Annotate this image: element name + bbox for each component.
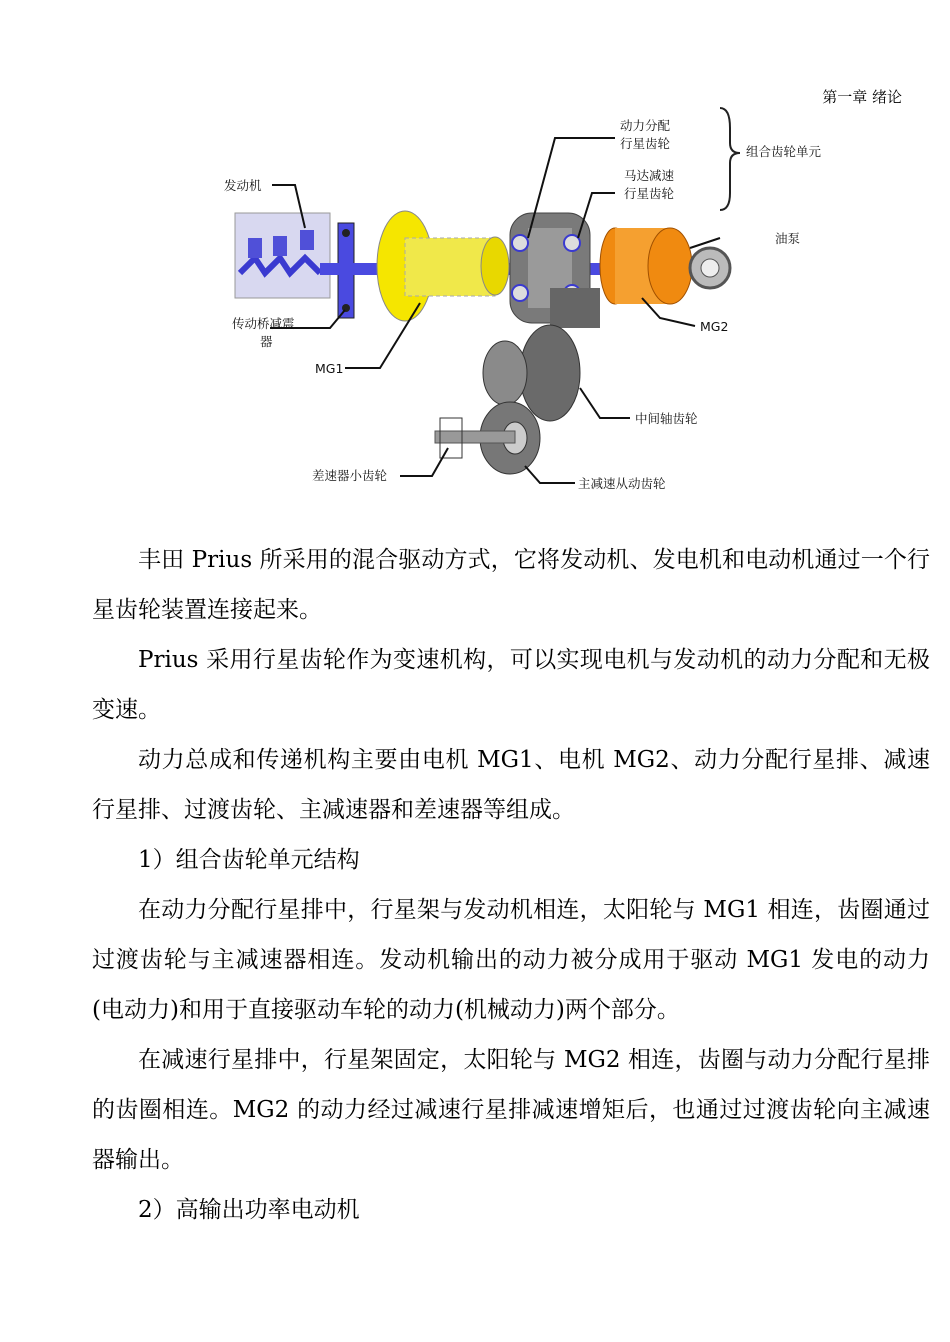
paragraph: 在减速行星排中，行星架固定，太阳轮与 MG2 相连，齿圈与动力分配行星排的齿圈相连。MG2 的动力经过减速行星排减速增矩后，也通过过渡齿轮向主减速器输出。	[92, 1047, 930, 1173]
label-diff-pinion: 差速器小齿轮	[312, 468, 388, 483]
label-damper-2: 器	[260, 334, 273, 349]
oil-pump	[690, 248, 730, 288]
label-final-driven: 主减速从动齿轮	[578, 476, 666, 491]
gear-unit-diagram	[210, 98, 822, 498]
paragraph: 丰田 Prius 所采用的混合驱动方式，它将发动机、发电机和电动机通过一个行星齿轮装置连接起来。	[92, 547, 930, 623]
label-motor-reduction-2: 行星齿轮	[624, 186, 675, 201]
mg1-rotor	[377, 211, 509, 321]
label-mg1: MG1	[315, 361, 344, 376]
diagram-svg	[210, 98, 822, 498]
paragraph: 在动力分配行星排中，行星架与发动机相连，太阳轮与 MG1 相连，齿圈通过过渡齿轮与主减速器相连。发动机输出的动力被分成用于驱动 MG1 发电的动力(电动力)和用于直接驱动车轮的动力(机械动力)两个部分。	[92, 897, 930, 1023]
label-counter-gear: 中间轴齿轮	[635, 411, 698, 426]
paragraph: Prius 采用行星齿轮作为变速机构，可以实现电机与发动机的动力分配和无极变速。	[92, 647, 930, 723]
differential-gear	[435, 402, 540, 474]
label-power-split-1: 动力分配	[620, 118, 671, 133]
paragraph: 动力总成和传递机构主要由电机 MG1、电机 MG2、动力分配行星排、减速行星排、过渡齿轮、主减速器和差速器等组成。	[92, 747, 930, 823]
combined-brace	[720, 108, 740, 210]
engine-block	[235, 213, 330, 298]
section-heading: 2）高输出功率电动机	[138, 1197, 360, 1223]
label-motor-reduction-1: 马达减速	[624, 168, 675, 183]
section-heading: 1）组合齿轮单元结构	[138, 847, 360, 873]
label-mg2: MG2	[700, 319, 729, 334]
label-power-split-2: 行星齿轮	[620, 136, 671, 151]
label-engine: 发动机	[224, 178, 262, 193]
label-combined-unit: 组合齿轮单元	[746, 144, 822, 159]
chapter-header: 第一章 绪论	[822, 88, 902, 106]
mg2-rotor	[600, 228, 692, 304]
label-damper-1: 传动桥减震	[232, 316, 295, 331]
power-split-planetary	[510, 213, 600, 328]
body-text	[92, 535, 930, 1235]
label-oil-pump: 油泵	[775, 231, 801, 246]
